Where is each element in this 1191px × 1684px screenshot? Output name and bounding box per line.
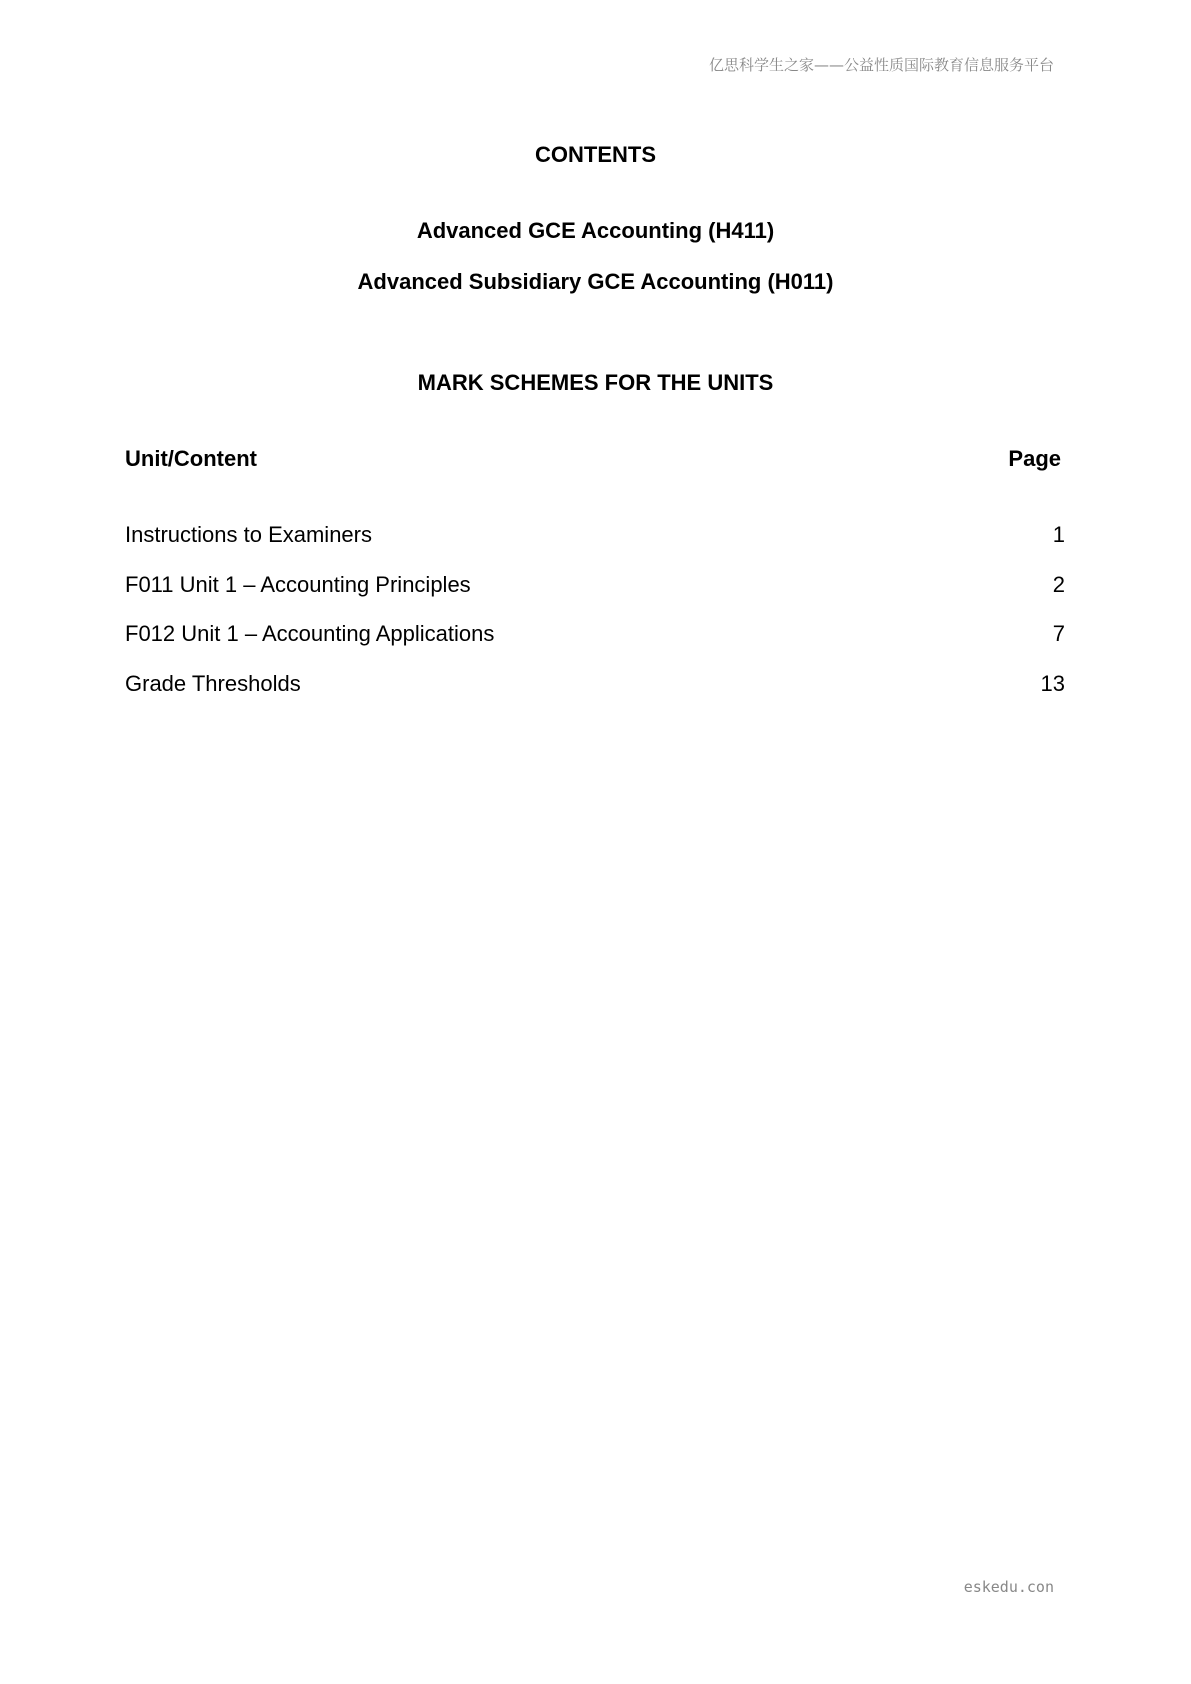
- toc-column-unit-content: Unit/Content: [125, 446, 257, 471]
- footer-watermark: eskedu.con: [963, 1578, 1054, 1596]
- toc-row: [125, 621, 1065, 671]
- toc-entry-page: 7: [1052, 621, 1065, 646]
- toc-row: [125, 522, 1065, 572]
- toc-row: [125, 671, 1065, 721]
- mark-schemes-heading: MARK SCHEMES FOR THE UNITS: [417, 370, 774, 395]
- toc-entry-page: 1: [1052, 522, 1065, 547]
- toc-column-page: Page: [1008, 446, 1061, 471]
- toc-entry-label: F011 Unit 1 – Accounting Principles: [125, 571, 471, 597]
- header-watermark: 亿思科学生之家——公益性质国际教育信息服务平台: [708, 56, 1054, 74]
- toc-row: [125, 572, 1065, 622]
- toc-entry-label: F012 Unit 1 – Accounting Applications: [125, 621, 495, 646]
- toc-entry-label: Instructions to Examiners: [125, 522, 372, 547]
- toc-list: [125, 522, 1065, 720]
- subtitle-advanced-gce: Advanced GCE Accounting (H411): [416, 218, 775, 243]
- contents-heading: CONTENTS: [535, 142, 656, 167]
- toc-entry-page: 13: [1040, 670, 1065, 696]
- subtitle-advanced-subsidiary-gce: Advanced Subsidiary GCE Accounting (H011): [357, 269, 834, 294]
- toc-entry-page: 2: [1052, 571, 1065, 597]
- toc-entry-label: Grade Thresholds: [125, 670, 301, 696]
